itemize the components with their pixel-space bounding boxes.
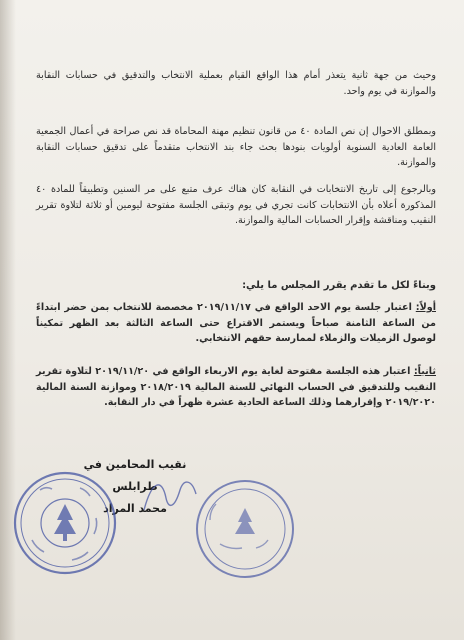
- item-1-label: أولاً:: [415, 302, 436, 313]
- signature-title: نقيب المحامين في طرابلس: [83, 458, 187, 493]
- paragraph-2: وبمطلق الاحوال إن نص المادة ٤٠ من قانون تنظيم مهنة المحاماة قد نص صراحة في أعمال الجمعية العامة العادية السنوية أولويات بنودها بحث جاء بند الانتخاب متقدماً على تدقيق حسابات النقابة والموازنة.: [36, 126, 437, 168]
- decision-item-1: [36, 300, 436, 347]
- paragraph-3: وبالرجوع إلى تاريخ الانتخابات في النقابة كان هناك عرف متبع على مر السنين وتطبيقاً للمادة ٤٠ المذكورة أعلاه بأن الانتخابات كانت تجري في يوم وتبقى الجلسة مفتوحة ليومين أو ثلاثة لتلاوة تقرير النقيب ومناقشة وإقرار الحسابات المالية والموازنة.: [36, 184, 436, 226]
- official-stamp: [190, 474, 300, 584]
- bar-seal-stamp: [10, 468, 120, 578]
- decision-intro: وبناءً لكل ما تقدم يقرر المجلس ما يلي:: [242, 280, 436, 291]
- decision-item-2: [36, 364, 436, 411]
- handwritten-signature-icon: [140, 470, 200, 520]
- item-2-text: اعتبار هذه الجلسة مفتوحة لغاية يوم الاربعاء الواقع في ٢٠١٩/١١/٢٠ لتلاوة تقرير النقيب وللتدقيق في الحساب النهائي للسنة المالية ٢٠١٨/٢٠١٩ وموازنة السنة المالية ٢٠١٩/٢٠٢٠ وإقرارهما وذلك الساعة الحادية عشرة ظهراً في دار النقابة.: [36, 366, 436, 408]
- item-2-label: ثانياً:: [413, 366, 436, 377]
- paragraph-1: وحيث من جهة ثانية يتعذر أمام هذا الواقع القيام بعملية الانتخاب والتدقيق في حسابات النقابة والموازنة في يوم واحد.: [36, 70, 436, 97]
- item-1-text: اعتبار جلسة يوم الاحد الواقع في ٢٠١٩/١١/١٧ مخصصة للانتخاب بمن حضر ابتداءً من الساعة الثامنة صباحاً ويستمر الاقتراع حتى الساعة الثالثة بعد الظهر تمكيناً لوصول الزميلات والزملاء لممارسة حقهم الانتخابي.: [36, 302, 436, 344]
- signature-name: محمد المراد: [103, 502, 167, 515]
